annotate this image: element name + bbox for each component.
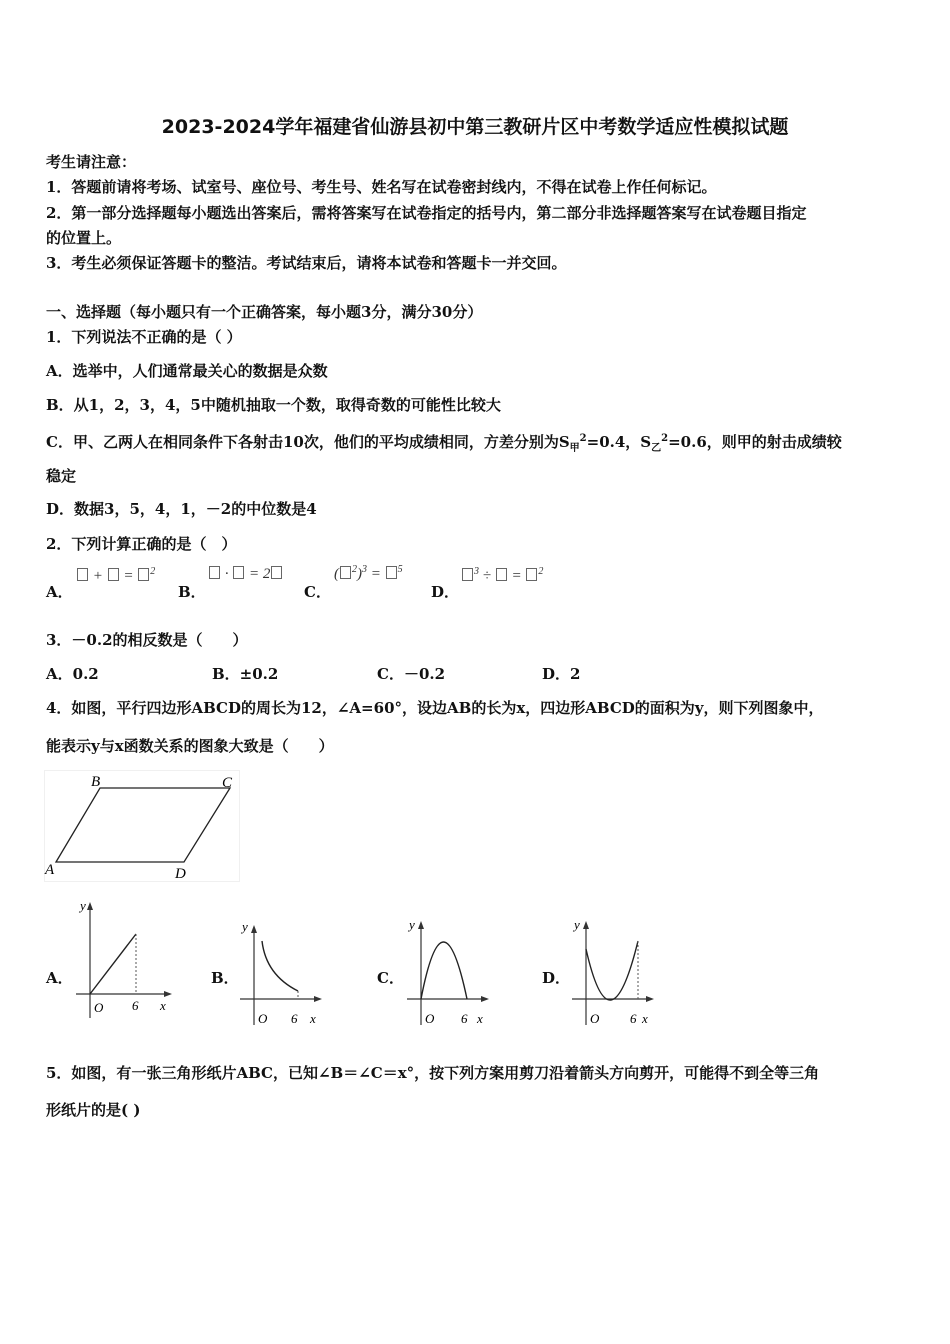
q1-option-d: D．数据3，5，4，1，－2的中位数是4	[46, 500, 317, 518]
q1-option-b: B．从1，2，3，4，5中随机抽取一个数，取得奇数的可能性比较大	[46, 396, 501, 414]
notice-item-3: 3．考生必须保证答题卡的整洁。考试结束后，请将本试卷和答题卡一并交回。	[46, 254, 567, 272]
q4-graph-label-b: B．	[211, 969, 239, 987]
vertex-a-label: A	[45, 862, 55, 878]
svg-text:x: x	[477, 1011, 483, 1026]
q3-option-a: A．0.2	[46, 665, 99, 683]
q2-formula-b: · = 2	[208, 566, 283, 583]
graph-b-curve	[262, 941, 298, 991]
svg-text:y: y	[80, 898, 86, 913]
q3-option-c: C．－0.2	[377, 665, 446, 683]
notice-item-2-cont: 的位置上。	[46, 229, 122, 247]
q1-option-c-cont: 稳定	[46, 467, 77, 485]
svg-text:O: O	[425, 1011, 435, 1026]
q4-stem-line2: 能表示y与x函数关系的图象大致是（ ）	[46, 737, 334, 755]
q2-label-a: A．	[46, 583, 73, 601]
q2-formula-a: + = $^2$	[76, 566, 155, 585]
notice-item-2: 2．第一部分选择题每小题选出答案后，需将答案写在试卷指定的括号内，第二部分非选择题答案写在试卷题目指定	[46, 204, 807, 222]
q1-stem: 1．下列说法不正确的是（ ）	[46, 328, 242, 346]
svg-text:y: y	[574, 917, 580, 932]
q2-label-d: D．	[431, 583, 460, 601]
svg-text:y: y	[242, 919, 248, 934]
svg-text:y: y	[409, 917, 415, 932]
svg-text:6: 6	[132, 998, 139, 1013]
notice-heading: 考生请注意：	[46, 153, 137, 171]
svg-text:6: 6	[461, 1011, 468, 1026]
section-heading: 一、选择题（每小题只有一个正确答案，每小题3分，满分30分）	[46, 303, 483, 321]
graph-b	[236, 915, 326, 1031]
svg-text:O: O	[94, 1000, 104, 1015]
parallelogram-figure	[44, 770, 240, 882]
q5-stem-line2: 形纸片的是( )	[46, 1101, 141, 1119]
q1-option-c: C．甲、乙两人在相同条件下各射击10次，他们的平均成绩相同，方差分别为$S_甲^2=0.4$，$S_乙^2=0.6$，则甲的射击成绩较	[46, 433, 842, 454]
svg-text:x: x	[160, 998, 166, 1013]
graph-a-curve	[90, 934, 136, 994]
svg-text:6: 6	[291, 1011, 298, 1026]
vertex-d-label: D	[175, 866, 186, 882]
svg-text:O: O	[258, 1011, 268, 1026]
q2-stem: 2．下列计算正确的是（ ）	[46, 535, 237, 553]
q4-graph-label-a: A．	[46, 969, 73, 987]
q2-formula-c: ( $^2$)$^3$ = $^5$	[334, 564, 403, 582]
vertex-b-label: B	[91, 774, 101, 790]
notice-item-1: 1．答题前请将考场、试室号、座位号、考生号、姓名写在试卷密封线内，不得在试卷上作任何标记。	[46, 178, 717, 196]
graph-d	[568, 915, 658, 1031]
q4-stem-line1: 4．如图，平行四边形ABCD的周长为12，∠A=60°，设边AB的长为x，四边形ABCD的面积为y，则下列图象中，	[46, 699, 824, 717]
q2-label-b: B．	[178, 583, 206, 601]
q4-graph-label-c: C．	[377, 969, 404, 987]
q3-option-b: B．±0.2	[212, 665, 279, 683]
q5-stem-line1: 5．如图，有一张三角形纸片ABC，已知∠B＝∠C＝x°，按下列方案用剪刀沿着箭头方向剪开，可能得不到全等三角	[46, 1064, 820, 1082]
parallelogram-shape	[56, 788, 230, 862]
q2-formula-d: $^3$ ÷ = $^2$	[461, 566, 543, 585]
svg-text:6: 6	[630, 1011, 637, 1026]
graph-c	[403, 915, 493, 1031]
graph-d-curve	[586, 941, 638, 1000]
q3-stem: 3．－0.2的相反数是（ ）	[46, 631, 248, 649]
q1-option-a: A．选举中，人们通常最关心的数据是众数	[46, 362, 328, 380]
q4-graph-label-d: D．	[542, 969, 571, 987]
svg-text:x: x	[310, 1011, 316, 1026]
svg-text:O: O	[590, 1011, 600, 1026]
page-title: 2023-2024学年福建省仙游县初中第三教研片区中考数学适应性模拟试题	[161, 116, 789, 138]
vertex-c-label: C	[222, 775, 233, 791]
graph-c-curve	[421, 942, 467, 999]
svg-text:x: x	[642, 1011, 648, 1026]
graph-a	[72, 896, 176, 1030]
q2-label-c: C．	[304, 583, 331, 601]
q3-option-d: D．2	[542, 665, 581, 683]
